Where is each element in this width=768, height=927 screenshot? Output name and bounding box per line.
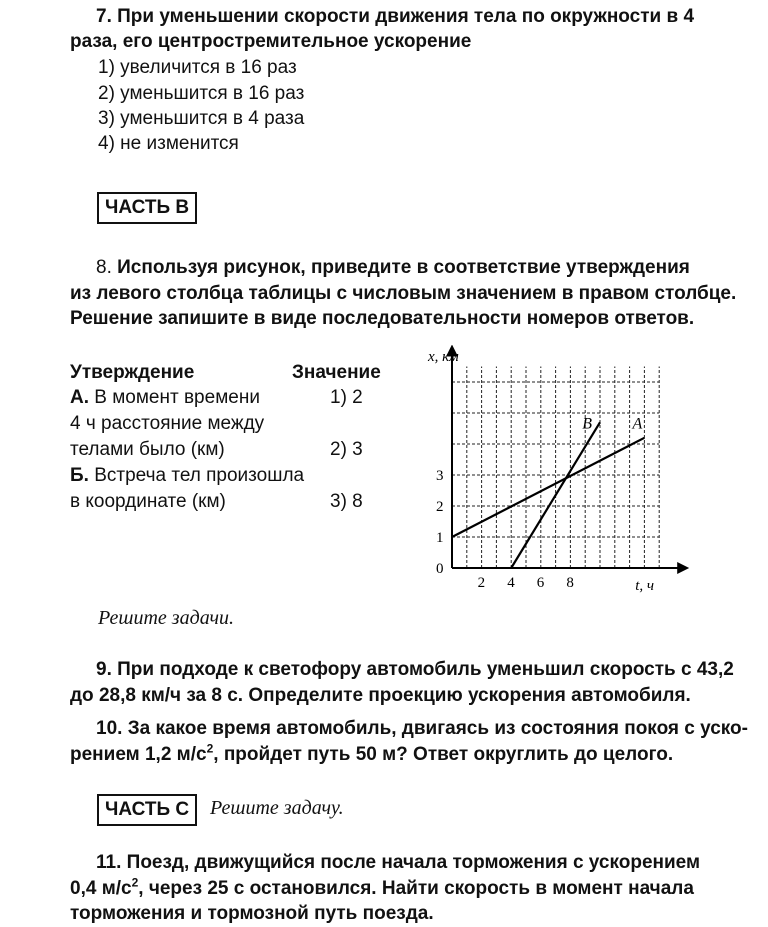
statement-b-line1	[70, 463, 304, 489]
question-11-line3: торможения и тормозной путь поезда.	[70, 903, 434, 924]
value-1: 1) 2	[330, 387, 363, 408]
y-tick-label: 2	[436, 499, 444, 515]
statement-b-text: Встреча тел произошла	[94, 465, 305, 486]
series-label-a: A	[632, 415, 643, 433]
x-tick-label: 6	[536, 575, 545, 591]
answer-option-4: 4) не изменится	[98, 133, 239, 154]
text-part: рением 1,2 м/с	[70, 744, 207, 765]
statement-a-label: А.	[70, 387, 89, 408]
x-tick-label: 8	[566, 575, 574, 591]
x-axis-arrow	[677, 562, 689, 574]
question-number: 8.	[96, 257, 112, 278]
question-number: 10.	[96, 718, 123, 739]
superscript: 2	[206, 741, 214, 756]
x-axis-label: t, ч	[635, 578, 655, 594]
question-text: Поезд, движущийся после начала торможения с ускорением	[126, 852, 701, 873]
statement-a-line3: телами было (км)	[70, 439, 225, 460]
question-8-line2: из левого столбца таблицы с числовым значением в правом столбце.	[70, 283, 737, 304]
series-label-b: B	[582, 415, 593, 433]
question-11-line2	[70, 876, 694, 902]
part-b-label: ЧАСТЬ В	[97, 192, 197, 224]
value-3: 3) 8	[330, 491, 363, 512]
answer-option-3: 3) уменьшится в 4 раза	[98, 108, 305, 129]
question-7-line2: раза, его центростремительное ускорение	[70, 31, 472, 52]
statement-a-line1	[70, 385, 260, 411]
solve-tasks-prompt: Решите задачи.	[98, 607, 234, 629]
question-text: Используя рисунок, приведите в соответствие утверждения	[117, 257, 690, 278]
answer-option-2: 2) уменьшится в 16 раз	[98, 83, 305, 104]
question-text: При уменьшении скорости движения тела по окружности в 4	[117, 6, 695, 27]
question-text: За какое время автомобиль, двигаясь из состояния покоя с уско-	[127, 718, 748, 739]
statement-b-label: Б.	[70, 465, 89, 486]
question-text: При подходе к светофору автомобиль уменьшил скорость с 43,2	[117, 659, 734, 680]
y-tick-label: 1	[436, 530, 444, 546]
statement-a-text: В момент времени	[94, 387, 260, 408]
x-tick-label: 4	[507, 575, 515, 591]
statement-a-line2: 4 ч расстояние между	[70, 413, 265, 434]
question-8	[96, 255, 690, 281]
coordinate-graph	[415, 345, 695, 605]
answer-option-1: 1) увеличится в 16 раз	[98, 57, 297, 78]
x-tick-label: 2	[477, 575, 486, 591]
question-number: 9.	[96, 659, 112, 680]
axes	[446, 345, 689, 574]
question-number: 7.	[96, 6, 112, 27]
y-axis-label: x, км	[428, 349, 459, 365]
series-line-a	[452, 438, 644, 537]
y-tick-label: 0	[436, 561, 444, 577]
value-2: 2) 3	[330, 439, 363, 460]
text-part: , через 25 с остановился. Найти скорость в момент начала	[138, 878, 694, 899]
question-number: 11.	[96, 852, 122, 873]
statement-b-line2: в координате (км)	[70, 491, 226, 512]
column-header-statement: Утверждение	[70, 362, 195, 383]
question-10-line2	[70, 742, 673, 768]
question-9-line2: до 28,8 км/ч за 8 с. Определите проекцию ускорения автомобиля.	[70, 685, 691, 706]
column-header-value: Значение	[292, 362, 381, 383]
y-tick-label: 3	[436, 468, 444, 484]
question-11	[96, 850, 700, 876]
question-9	[96, 657, 734, 683]
text-part: , пройдет путь 50 м? Ответ округлить до целого.	[213, 744, 674, 765]
grid	[452, 367, 659, 569]
text-part: 0,4 м/с	[70, 878, 132, 899]
part-c-label: ЧАСТЬ С	[97, 794, 197, 826]
question-10	[96, 716, 748, 742]
superscript: 2	[131, 875, 139, 890]
part-c-prompt: Решите задачу.	[210, 797, 344, 819]
question-7	[96, 4, 736, 30]
question-8-line3: Решение запишите в виде последовательности номеров ответов.	[70, 308, 695, 329]
